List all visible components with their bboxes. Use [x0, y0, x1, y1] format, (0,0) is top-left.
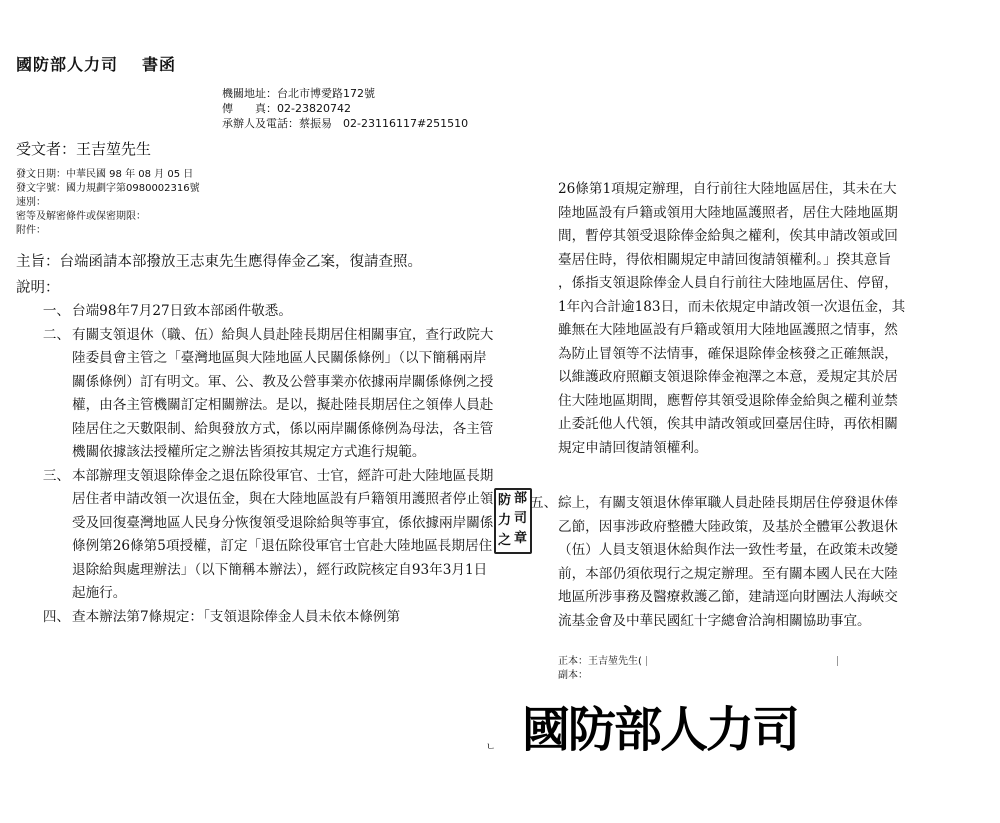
issuing-organization: 國防部人力司 [16, 55, 119, 74]
text-line: 以維護政府照顧支領退除俸金袍澤之本意，爰規定其於居 [558, 369, 898, 385]
explanation-item [16, 300, 494, 324]
text-line: 綜上，有關支領退休俸軍職人員赴陸長期居住停發退休俸 [558, 495, 898, 511]
text-line: 前，本部仍須依現行之規定辦理。至有關本國人民在大陸 [558, 565, 898, 582]
stamp-char: 部 [514, 491, 528, 506]
text-line: 雖無在大陸地區設有戶籍或領用大陸地區護照之情事，然 [558, 322, 898, 338]
text-line: 1年內合計逾183日，而未依規定申請改領一次退伍金，其 [558, 298, 906, 315]
stamp-char: 力 [498, 513, 512, 528]
explanation-items-left [16, 300, 494, 629]
issue-number: 發文字號：國力規劃字第0980002316號 [16, 183, 200, 194]
issue-date: 發文日期：中華民國 98 年 08 月 05 日 [16, 169, 194, 180]
item-text [558, 492, 898, 633]
item-text: 有關支領退休（職、伍）給與人員赴陸長期居住相關事宜，查行政院大陸委員會主管之「臺灣地區與大陸地區人民關係條例」（以下簡稱兩岸關係條例）訂有明文。軍、公、教及公營事業亦依據兩岸關係條例之授權，由各主管機關訂定相關辦法。是以，擬赴陸長期居住之領俸人員赴陸居住之天數限制、給與發放方式，係以兩岸關係條例為母法，各主管機關依據該法授權所定之辦法皆須按其規定方式進行規範。 [72, 326, 494, 460]
agency-address: 機關地址：台北市博愛路172號 [222, 87, 375, 100]
stamp-char: 之 [498, 533, 512, 548]
speed-class: 速別： [16, 197, 46, 208]
document-header [16, 52, 176, 75]
item-number: 三、 [42, 467, 70, 484]
item-text: 本部辦理支領退除俸金之退伍除役軍官、士官，經許可赴大陸地區長期居住者申請改領一次退伍金，與在大陸地區設有戶籍領用護照者停止領受及回復臺灣地區人民身分恢復領受退除給與等事宜，係依據兩岸關係條例第26條第5項授權，訂定「退伍除役軍官士官赴大陸地區長期居住退除給與處理辦法」（以下簡稱本辦法），經行政院核定自93年3月1日起施行。 [72, 467, 494, 601]
text-line: 間，暫停其領受退除俸金給與之權利，俟其申請改領或回 [558, 228, 898, 244]
item-number: 一、 [42, 303, 70, 319]
text-line: （伍）人員支領退休給與作法一致性考量，在政策未改變 [558, 542, 898, 558]
text-line: 止委託他人代領，俟其申請改領或回臺居住時，再依相關 [558, 416, 898, 432]
explanation-item [16, 606, 494, 630]
text-line: ，係指支領退除俸金人員自行前往大陸地區居住、停留， [558, 275, 898, 291]
explanation-item [16, 324, 494, 465]
official-seal: 國防部人力司 [522, 702, 799, 758]
stamp-char: 防 [498, 493, 512, 508]
recipient: 受文者：王吉堃先生 [16, 140, 152, 158]
fax-number: 傳 真：02-23820742 [222, 102, 351, 115]
explanation-item [16, 465, 494, 606]
explanation-item-five [530, 492, 992, 633]
subject-line: 主旨：台端函請本部撥放王志東先生應得俸金乙案，復請查照。 [16, 254, 422, 270]
stamp-char: 司 [514, 511, 528, 526]
margin-mark: ㄴ [486, 742, 496, 753]
item-number: 四、 [42, 608, 70, 625]
text-line: 為防止冒領等不法情事，確保退除俸金核發之正確無誤， [558, 345, 898, 362]
item-text: 台端98年7月27日致本部函件敬悉。 [72, 303, 292, 319]
text-line: 陸地區設有戶籍或領用大陸地區護照者，居住大陸地區期 [558, 204, 898, 221]
attachment: 附件： [16, 225, 46, 236]
text-line: 乙節，因事涉政府整體大陸政策，及基於全體軍公教退休 [558, 518, 898, 535]
original-recipient [558, 655, 838, 669]
copy-recipient: 副本： [558, 670, 588, 681]
text-line: 地區所涉事務及醫療救護乙節，建請逕向財團法人海峽交 [558, 589, 898, 605]
contact-person: 承辦人及電話：蔡振易 02-23116117#251510 [222, 117, 469, 130]
text-line: 流基金會及中華民國紅十字總會洽詢相關協助事宜。 [558, 612, 871, 629]
item-four-continued [558, 178, 992, 460]
item-number: 五、 [530, 495, 558, 511]
text-line: 26條第1項規定辦理，自行前往大陸地區居住，其未在大 [558, 181, 897, 197]
document-type: 書函 [142, 55, 177, 74]
security-level: 密等及解密條件或保密期限： [16, 211, 146, 222]
item-text: 查本辦法第7條規定：「支領退除俸金人員未依本條例第 [72, 608, 401, 625]
explanation-label: 說明： [16, 280, 60, 296]
text-line: 住大陸地區期間，應暫停其領受退除俸金給與之權利並禁 [558, 392, 898, 409]
redacted-area [646, 656, 838, 666]
text-line: 規定申請回復請領權利。 [558, 439, 708, 456]
seam-stamp [494, 488, 532, 554]
stamp-char: 章 [514, 531, 528, 546]
original-recipient-label: 正本：王吉堃先生( [558, 656, 642, 667]
text-line: 臺居住時，得依相關規定申請回復請領權利。」揆其意旨 [558, 251, 892, 268]
item-number: 二、 [42, 326, 70, 343]
